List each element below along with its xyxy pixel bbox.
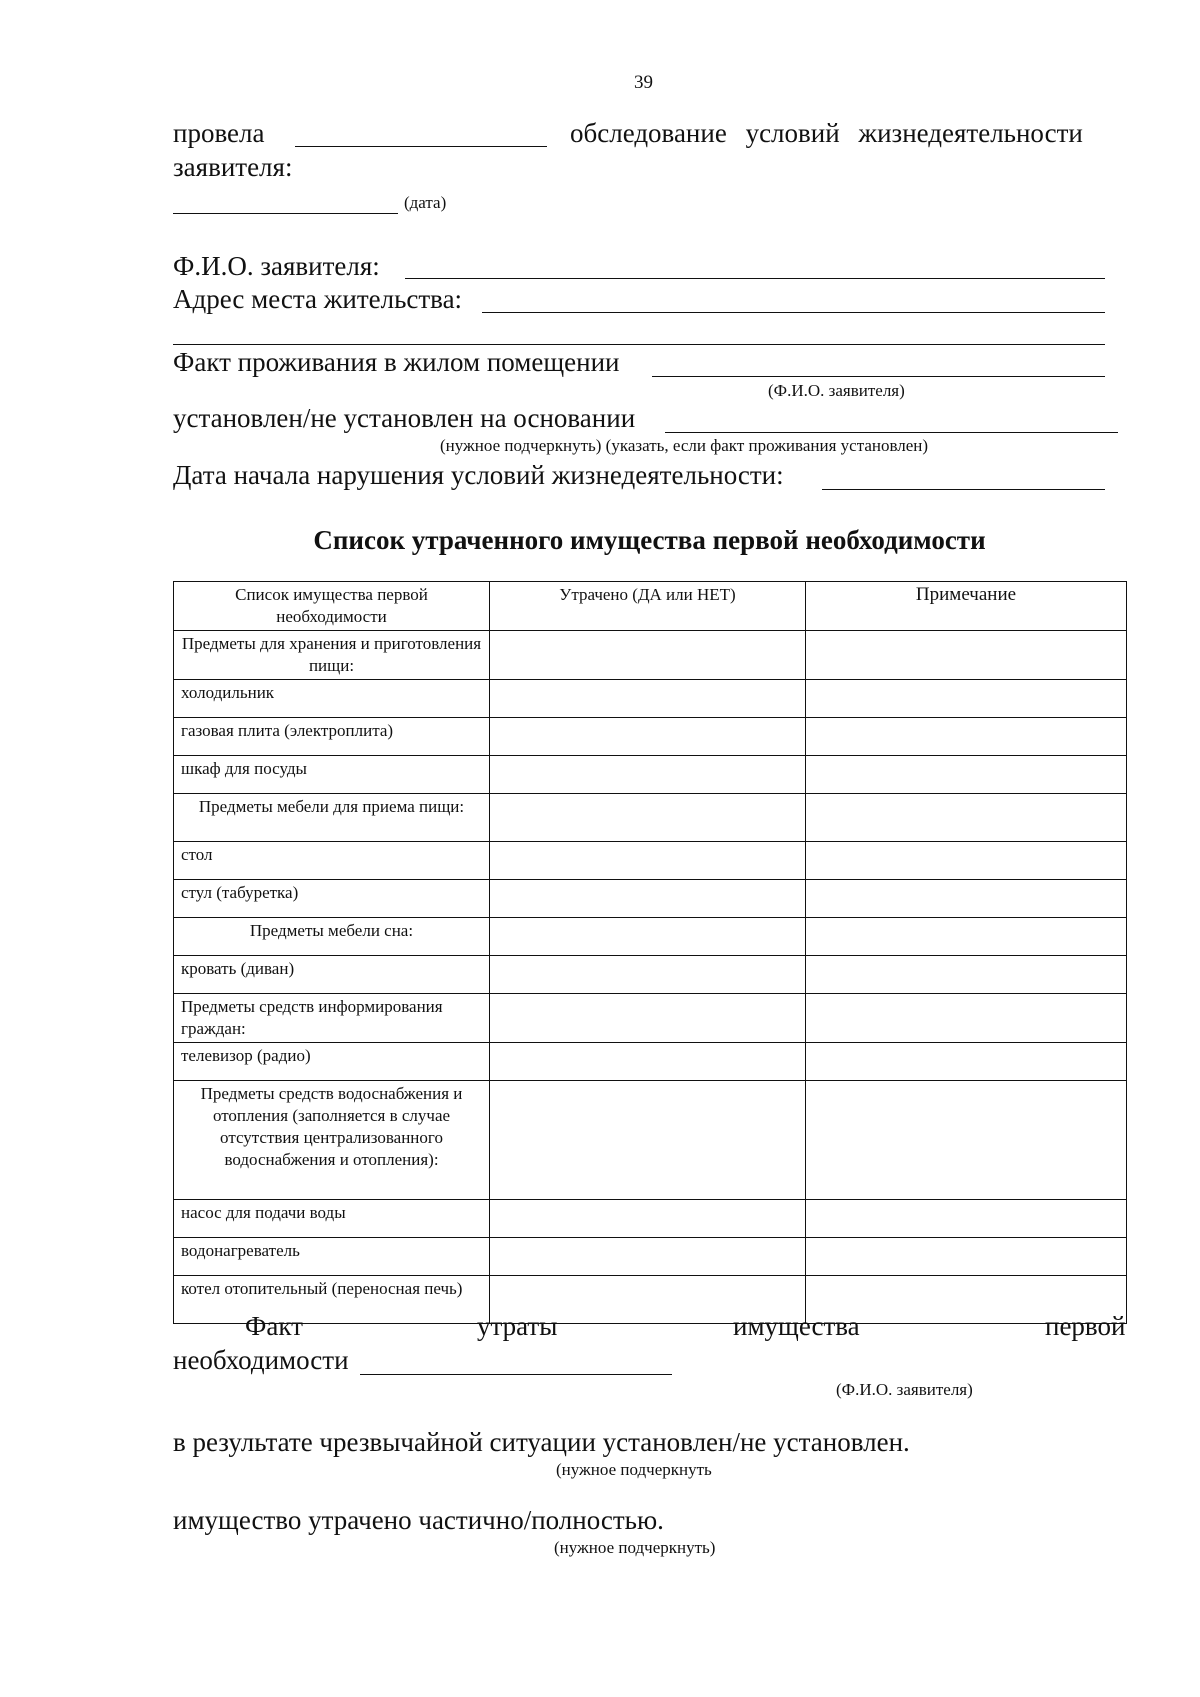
note-cell[interactable] xyxy=(806,756,1127,794)
loss-word-4: первой xyxy=(1045,1311,1126,1341)
item-cell: шкаф для посуды xyxy=(174,756,490,794)
note-cell[interactable] xyxy=(806,794,1127,842)
lost-cell[interactable] xyxy=(490,680,806,718)
table-row xyxy=(174,1238,1127,1276)
table-header-row xyxy=(174,582,1127,631)
applicant-label: заявителя: xyxy=(173,152,293,182)
table-row xyxy=(174,1043,1127,1081)
table-row xyxy=(174,1200,1127,1238)
item-cell: Предметы средств информирования граждан: xyxy=(174,994,490,1043)
established-hint: (нужное подчеркнуть) (указать, если факт проживания установлен) xyxy=(440,436,929,455)
note-cell[interactable] xyxy=(806,1043,1127,1081)
address-blank-2[interactable] xyxy=(173,344,1105,345)
item-cell: водонагреватель xyxy=(174,1238,490,1276)
item-cell: насос для подачи воды xyxy=(174,1200,490,1238)
property-table xyxy=(173,581,1127,1324)
lost-cell[interactable] xyxy=(490,994,806,1043)
note-cell[interactable] xyxy=(806,880,1127,918)
violation-date-label: Дата начала нарушения условий жизнедеятельности: xyxy=(173,460,784,490)
loss-word-3: имущества xyxy=(733,1311,860,1341)
table-row xyxy=(174,880,1127,918)
header-lost: Утрачено (ДА или НЕТ) xyxy=(490,582,806,631)
conducted-label: провела xyxy=(173,118,265,148)
note-cell[interactable] xyxy=(806,842,1127,880)
lost-cell[interactable] xyxy=(490,918,806,956)
inspector-blank[interactable] xyxy=(295,146,547,147)
table-row xyxy=(174,1276,1127,1324)
note-cell[interactable] xyxy=(806,680,1127,718)
loss-word-2: утраты xyxy=(477,1311,558,1341)
item-cell: Предметы для хранения и приготовления пищи: xyxy=(174,631,490,680)
lost-cell[interactable] xyxy=(490,1238,806,1276)
item-cell: газовая плита (электроплита) xyxy=(174,718,490,756)
table-row xyxy=(174,1081,1127,1200)
table-row xyxy=(174,842,1127,880)
note-cell[interactable] xyxy=(806,918,1127,956)
header-item: Список имущества первой необходимости xyxy=(174,582,490,631)
lost-cell[interactable] xyxy=(490,1081,806,1200)
residence-label: Факт проживания в жилом помещении xyxy=(173,347,620,377)
note-cell[interactable] xyxy=(806,994,1127,1043)
loss-fio-hint: (Ф.И.О. заявителя) xyxy=(836,1380,973,1399)
item-cell: Предметы средств водоснабжения и отопления (заполняется в случае отсутствия централизованного водоснабжения и отопления): xyxy=(174,1081,490,1200)
note-cell[interactable] xyxy=(806,1238,1127,1276)
loss-word-1: Факт xyxy=(245,1311,303,1341)
lost-cell[interactable] xyxy=(490,631,806,680)
lost-cell[interactable] xyxy=(490,794,806,842)
lost-cell[interactable] xyxy=(490,1200,806,1238)
residence-blank[interactable] xyxy=(652,376,1105,377)
fio-label: Ф.И.О. заявителя: xyxy=(173,251,380,281)
item-cell: холодильник xyxy=(174,680,490,718)
lost-cell[interactable] xyxy=(490,756,806,794)
address-blank[interactable] xyxy=(482,312,1105,313)
note-cell[interactable] xyxy=(806,718,1127,756)
header-note: Примечание xyxy=(806,582,1127,631)
item-cell: кровать (диван) xyxy=(174,956,490,994)
table-row xyxy=(174,794,1127,842)
loss-fio-blank[interactable] xyxy=(360,1374,672,1375)
table-row xyxy=(174,718,1127,756)
property-text: имущество утрачено частично/полностью. xyxy=(173,1505,664,1535)
table-row xyxy=(174,994,1127,1043)
lost-cell[interactable] xyxy=(490,1043,806,1081)
violation-date-blank[interactable] xyxy=(822,489,1105,490)
note-cell[interactable] xyxy=(806,1081,1127,1200)
lost-cell[interactable] xyxy=(490,718,806,756)
table-row xyxy=(174,918,1127,956)
residence-hint: (Ф.И.О. заявителя) xyxy=(768,381,905,400)
item-cell: стул (табуретка) xyxy=(174,880,490,918)
item-cell: телевизор (радио) xyxy=(174,1043,490,1081)
lost-cell[interactable] xyxy=(490,880,806,918)
address-label: Адрес места жительства: xyxy=(173,284,463,314)
emergency-hint: (нужное подчеркнуть xyxy=(556,1460,712,1479)
established-blank[interactable] xyxy=(665,432,1118,433)
table-row xyxy=(174,756,1127,794)
table-title: Список утраченного имущества первой необходимости xyxy=(313,525,986,555)
item-cell: стол xyxy=(174,842,490,880)
property-hint: (нужное подчеркнуть) xyxy=(554,1538,716,1557)
note-cell[interactable] xyxy=(806,631,1127,680)
date-hint: (дата) xyxy=(404,193,447,212)
item-cell: Предметы мебели сна: xyxy=(174,918,490,956)
survey-label: обследование условий жизнедеятельности xyxy=(570,118,1083,148)
note-cell[interactable] xyxy=(806,956,1127,994)
item-cell: котел отопительный (переносная печь) xyxy=(174,1276,490,1324)
loss-word-5: необходимости xyxy=(173,1345,349,1375)
table-row xyxy=(174,956,1127,994)
page-number: 39 xyxy=(634,72,653,93)
fio-blank[interactable] xyxy=(405,278,1105,279)
note-cell[interactable] xyxy=(806,1200,1127,1238)
table-row xyxy=(174,631,1127,680)
date-blank[interactable] xyxy=(173,213,398,214)
emergency-text: в результате чрезвычайной ситуации установлен/не установлен. xyxy=(173,1427,910,1457)
established-label: установлен/не установлен на основании xyxy=(173,403,636,433)
item-cell: Предметы мебели для приема пищи: xyxy=(174,794,490,842)
lost-cell[interactable] xyxy=(490,842,806,880)
lost-cell[interactable] xyxy=(490,956,806,994)
table-row xyxy=(174,680,1127,718)
